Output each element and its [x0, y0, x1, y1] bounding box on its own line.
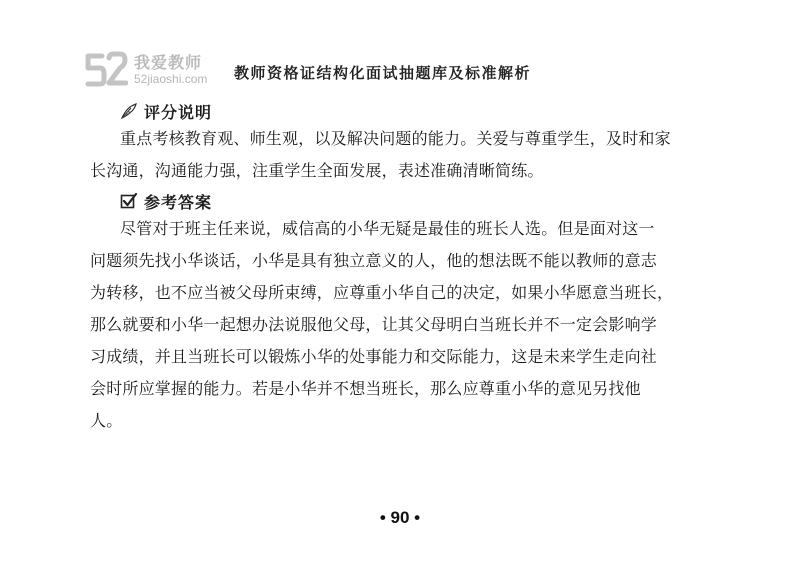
- scoring-line: 长沟通，沟通能力强，注重学生全面发展，表述准确清晰简练。: [90, 161, 544, 180]
- scoring-heading: [120, 100, 212, 122]
- answer-heading: [120, 190, 212, 212]
- page-number: • 90 •: [379, 508, 421, 527]
- quill-pen-icon: [120, 102, 138, 120]
- answer-line: 那么就要和小华一起想办法说服他父母，让其父母明白当班长并不一定会影响学: [90, 315, 658, 334]
- logo-url: 52jiaoshi.com: [134, 72, 208, 86]
- logo-52-icon: [84, 50, 128, 90]
- scoring-heading-label: 评分说明: [144, 102, 213, 122]
- answer-line: 问题须先找小华谈话，小华是具有独立意义的人，他的想法既不能以教师的意志: [90, 251, 658, 270]
- answer-line: 尽管对于班主任来说，威信高的小华无疑是最佳的班长人选。但是面对这一: [120, 219, 655, 238]
- logo-text: 我爱教师: [134, 53, 203, 72]
- answer-line: 习成绩，并且当班长可以锻炼小华的处事能力和交际能力，这是未来学生走向社: [90, 347, 658, 366]
- scoring-line: 重点考核教育观、师生观，以及解决问题的能力。关爱与尊重学生，及时和家: [120, 129, 671, 148]
- site-logo: [84, 50, 234, 90]
- checkbox-checked-icon: [120, 192, 138, 210]
- answer-line: 会时所应掌握的能力。若是小华并不想当班长，那么应尊重小华的意见另找他: [90, 379, 641, 398]
- answer-heading-label: 参考答案: [144, 192, 213, 212]
- book-title: 教师资格证结构化面试抽题库及标准解析: [234, 64, 532, 82]
- answer-line: 为转移，也不应当被父母所束缚，应尊重小华自己的决定，如果小华愿意当班长，: [90, 283, 674, 302]
- answer-line: 人。: [90, 411, 123, 430]
- page-header: [84, 48, 724, 94]
